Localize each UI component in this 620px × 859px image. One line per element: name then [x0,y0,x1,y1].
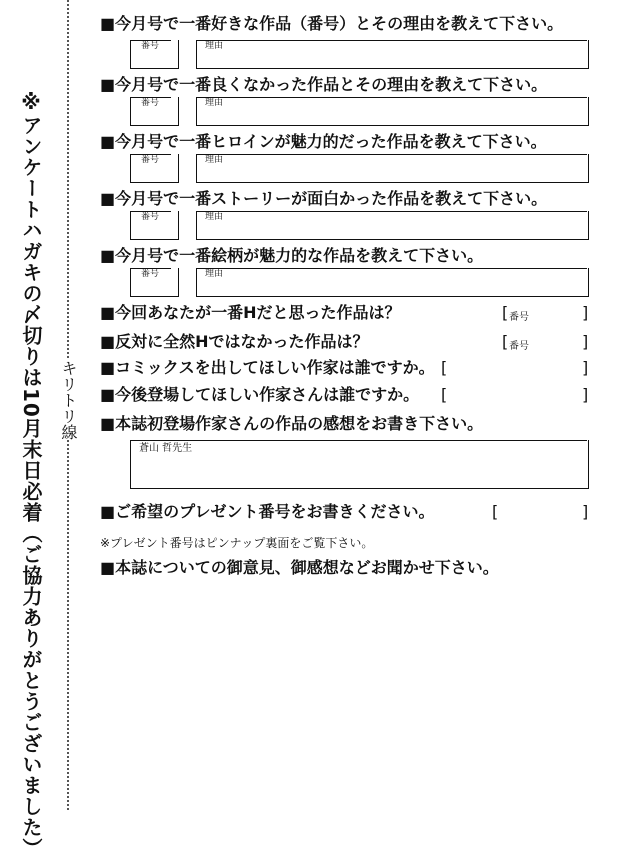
number-box-4-close [130,211,179,240]
bracket-close[interactable]: ] [582,332,589,351]
reason-box-1-close [196,40,589,69]
reason-box-4-close [196,211,589,240]
question-10: ■本誌初登場作家さんの作品の感想をお書き下さい。 [100,414,484,433]
question-8: ■コミックスを出してほしい作家は誰ですか。 [100,358,435,377]
bracket-close[interactable]: ] [582,385,589,404]
number-label: 番号 [141,98,160,108]
question-7: ■反対に全然Hではなかった作品は？ [100,332,369,351]
number-label: 番号 [141,269,160,279]
bracket-open: [ [502,332,509,351]
cut-label: キリトリ線 [59,360,78,440]
bracket-open: [ [441,385,448,404]
reason-label: 理由 [205,98,224,108]
number-label: 番号 [141,155,160,165]
reason-label: 理由 [205,212,224,222]
number-label: 番号 [141,212,160,222]
bracket-close[interactable]: ] [582,358,589,377]
bracket-open: [ [441,358,448,377]
number-box-2-close [130,97,179,126]
question-9: ■今後登場してほしい作家さんは誰ですか。 [100,385,420,404]
side-note: ※アンケートハガキの〆切りは10月末日必着（ご協力ありがとうございました） [19,90,43,859]
number-label: 番号 [509,312,529,323]
reason-label: 理由 [205,155,224,165]
question-2: ■今月号で一番良くなかった作品とその理由を教えて下さい。 [100,75,548,94]
question-4: ■今月号で一番ストーリーが面白かった作品を教えて下さい。 [100,189,548,208]
question-12: ■本誌についての御意見、御感想などお聞かせ下さい。 [100,558,499,577]
bracket-close[interactable]: ] [582,502,589,521]
bracket-close[interactable]: ] [582,303,589,322]
author-name: 蒼山 哲先生 [139,443,193,454]
reason-label: 理由 [205,269,224,279]
number-label: 番号 [509,341,529,352]
question-1: ■今月号で一番好きな作品（番号）とその理由を教えて下さい。 [100,14,564,33]
question-6: ■今回あなたが一番Hだと思った作品は？ [100,303,401,322]
bracket-open: [ [502,303,509,322]
reason-label: 理由 [205,41,224,51]
bracket-open: [ [492,502,499,521]
comment-box-close [130,440,589,489]
number-box-1-close [130,40,179,69]
question-5: ■今月号で一番絵柄が魅力的な作品を教えて下さい。 [100,246,484,265]
question-3: ■今月号で一番ヒロインが魅力的だった作品を教えて下さい。 [100,132,547,151]
present-note: ※プレゼント番号はピンナップ裏面をご覧下さい。 [100,536,374,550]
reason-box-2-close [196,97,589,126]
reason-box-3-close [196,154,589,183]
reason-box-5-close [196,268,589,297]
number-box-5-close [130,268,179,297]
number-box-3-close [130,154,179,183]
number-label: 番号 [141,41,160,51]
question-11: ■ご希望のプレゼント番号をお書きください。 [100,502,435,521]
